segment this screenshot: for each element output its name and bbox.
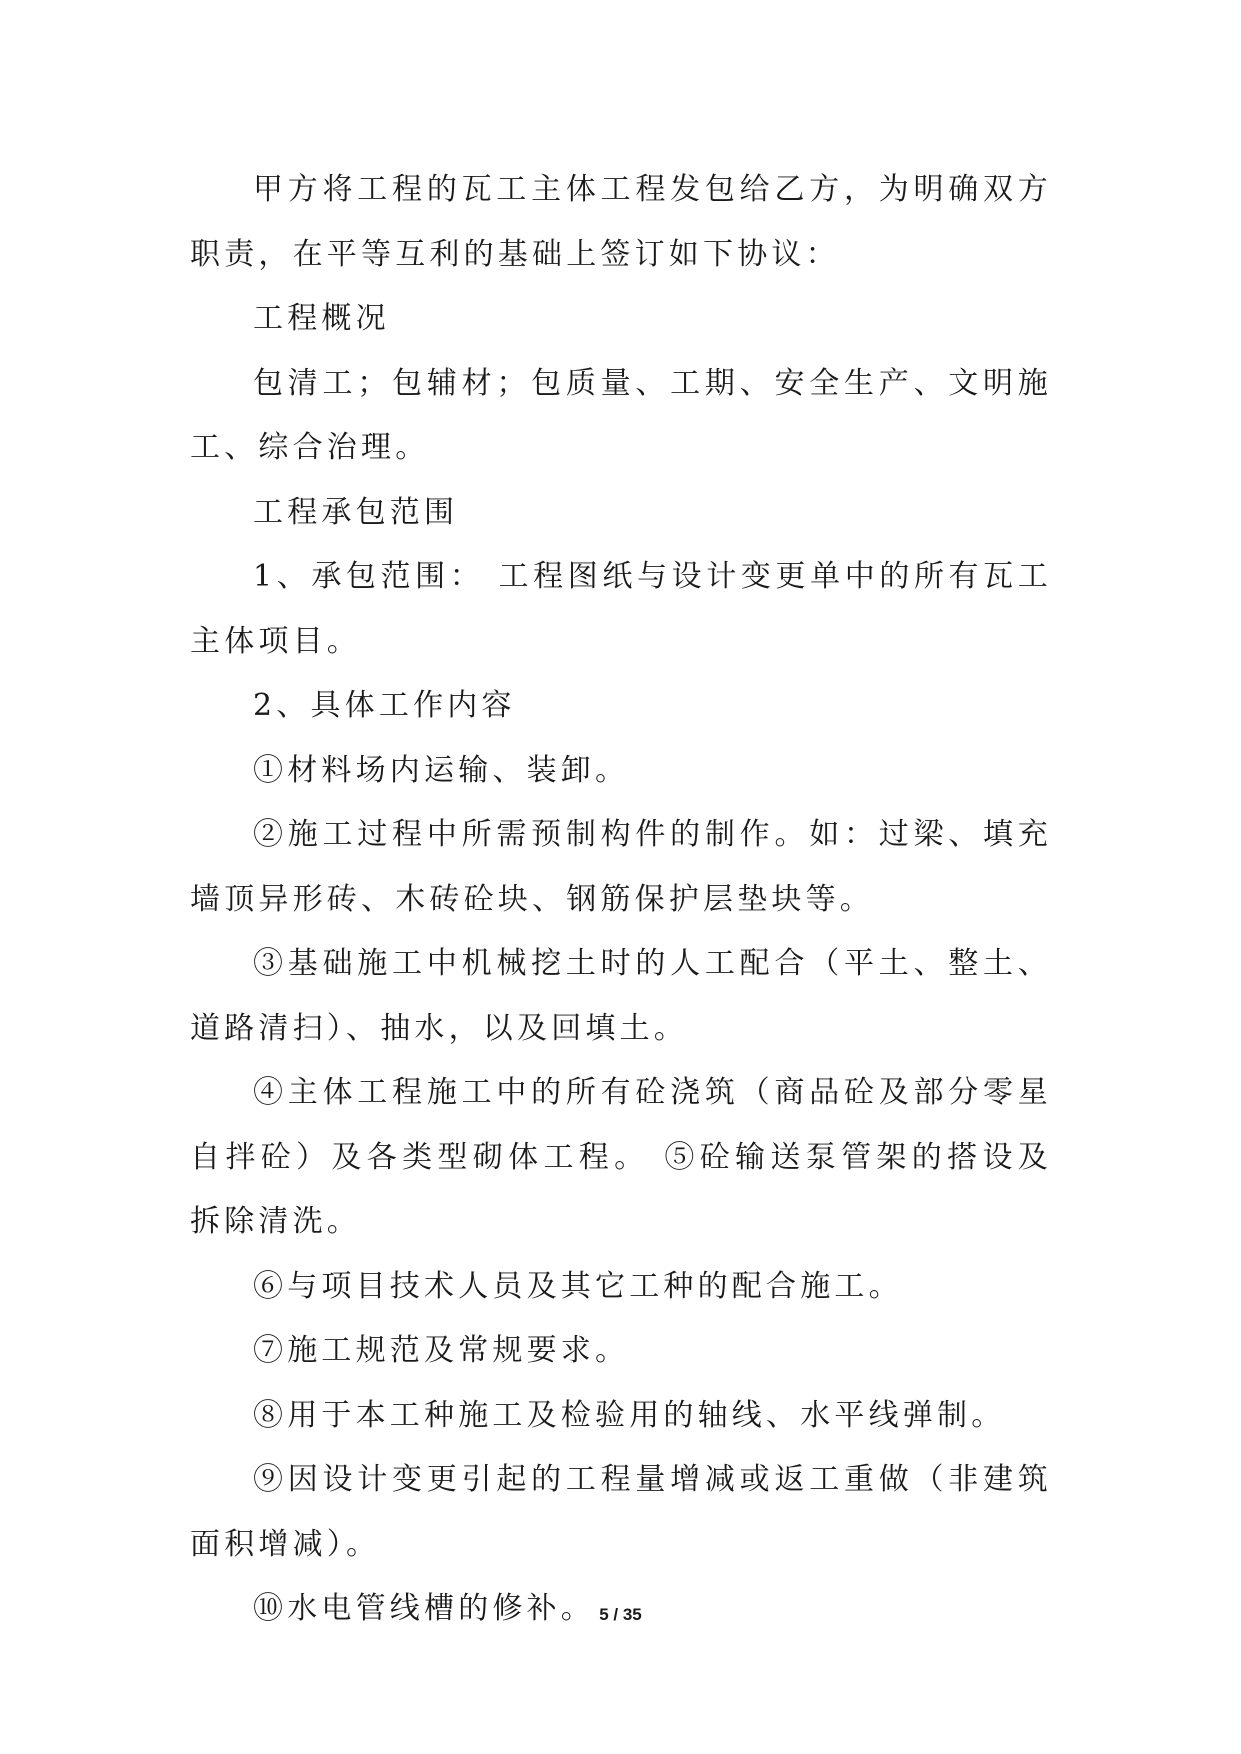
- heading-contract-scope: 工程承包范围: [253, 494, 459, 530]
- list-item: ⑥与项目技术人员及其它工种的配合施工。: [253, 1268, 903, 1304]
- list-item: ⑦施工规范及常规要求。: [253, 1333, 630, 1368]
- list-item: ②施工过程中所需预制构件的制作。如：过梁、填充墙顶异形砖、木砖砼块、钢筋保护层垫块等。: [190, 817, 1052, 917]
- list-item: ⑨因设计变更引起的工程量增减或返工重做（非建筑面积增减）。: [190, 1462, 1052, 1562]
- paragraph-scope-item-1: 1、承包范围： 工程图纸与设计变更单中的所有瓦工主体项目。: [190, 559, 1052, 659]
- list-item: ①材料场内运输、装卸。: [253, 752, 630, 788]
- page-number: 5 / 35: [599, 1605, 642, 1624]
- list-item: ⑩水电管线槽的修补。: [253, 1591, 595, 1626]
- paragraph-intro: 甲方将工程的瓦工主体工程发包给乙方，为明确双方职责，在平等互利的基础上签订如下协议：: [190, 172, 1052, 272]
- paragraph-scope-item-2: 2、具体工作内容: [253, 688, 516, 723]
- document-body: [190, 158, 1052, 1642]
- paragraph-contract-terms: 包清工；包辅材；包质量、工期、安全生产、文明施工、综合治理。: [190, 365, 1052, 465]
- list-item: ④主体工程施工中的所有砼浇筑（商品砼及部分零星自拌砼）及各类型砌体工程。 ⑤砼输送泵管架的搭设及拆除清洗。: [190, 1075, 1052, 1239]
- heading-project-overview: 工程概况: [253, 301, 390, 336]
- list-item: ⑧用于本工种施工及检验用的轴线、水平线弹制。: [253, 1397, 1006, 1433]
- list-item: ③基础施工中机械挖土时的人工配合（平土、整土、道路清扫）、抽水，以及回填土。: [190, 946, 1052, 1046]
